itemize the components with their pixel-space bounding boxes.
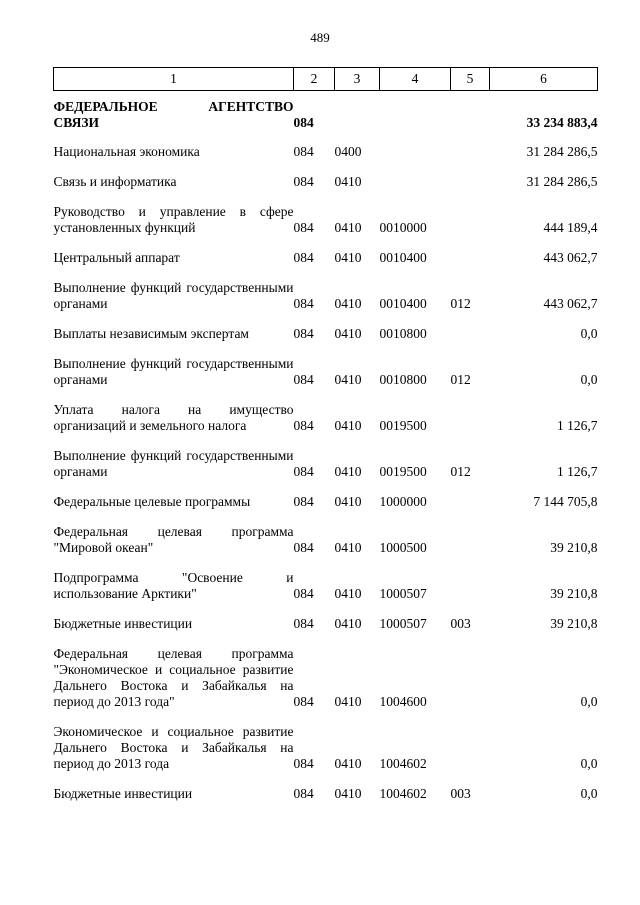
row-name: Национальная экономика [53,144,200,159]
table-row [54,312,598,342]
row-amount: 0,0 [580,326,598,341]
row-amount: 0,0 [580,756,598,771]
row-code-5 [451,91,490,132]
row-code-3 [335,91,380,132]
row-code-4: 0010400 [379,296,427,311]
row-code-2: 084 [293,372,314,387]
row-code-3: 0410 [334,586,362,601]
row-code-2: 084 [293,326,314,341]
row-code-4 [380,91,451,132]
row-name: ФЕДЕРАЛЬНОЕ АГЕНТСТВО СВЯЗИ [53,99,294,130]
table-row [54,556,598,602]
row-code-5 [451,480,490,510]
row-code-2: 084 [293,540,314,555]
row-amount: 0,0 [580,372,598,387]
row-name: Выполнение функций государственными органами [53,448,294,479]
budget-table [53,67,598,802]
row-code-5: 012 [450,464,471,479]
row-code-4: 1000000 [379,494,427,509]
row-name: Бюджетные инвестиции [53,616,193,631]
row-name: Бюджетные инвестиции [53,786,193,801]
row-code-5 [451,388,490,434]
row-code-3: 0410 [334,694,362,709]
table-header-row [54,68,598,91]
row-code-5: 012 [450,372,471,387]
row-code-5 [451,556,490,602]
table-row [54,266,598,312]
row-name: Федеральная целевая программа "Экономическое и социальное развитие Дальнего Востока и Забайкалья на период до 2013 года" [53,646,294,709]
row-name: Выплаты независимым экспертам [53,326,249,341]
row-code-4: 0010400 [379,250,427,265]
row-code-4 [380,160,451,190]
row-code-3: 0410 [334,786,362,801]
row-code-5 [451,236,490,266]
row-code-2: 084 [293,174,314,189]
table-row [54,190,598,236]
row-amount: 39 210,8 [550,540,598,555]
row-amount: 444 189,4 [543,220,598,235]
row-code-3: 0410 [334,756,362,771]
row-code-2: 084 [293,250,314,265]
row-code-4: 0019500 [379,418,427,433]
table-row [54,710,598,772]
row-name: Подпрограмма "Освоение и использование Арктики" [53,570,294,601]
row-code-5 [451,312,490,342]
row-code-2: 084 [293,144,314,159]
row-code-5 [451,190,490,236]
row-code-4: 1000507 [379,616,427,631]
row-amount: 39 210,8 [550,616,598,631]
row-code-4: 0019500 [379,464,427,479]
row-amount: 31 284 286,5 [526,174,598,189]
column-header: 5 [451,68,490,91]
table-row [54,236,598,266]
row-code-3: 0410 [334,220,362,235]
row-amount: 7 144 705,8 [533,494,598,509]
row-code-3: 0410 [334,326,362,341]
row-amount: 0,0 [580,786,598,801]
table-row [54,510,598,556]
row-code-5 [451,160,490,190]
row-code-4: 0010000 [379,220,427,235]
column-header: 1 [54,68,294,91]
row-code-5 [451,510,490,556]
row-code-2: 084 [293,616,314,631]
row-code-2: 084 [293,418,314,433]
row-code-2: 084 [293,115,314,130]
row-code-5: 012 [450,296,471,311]
row-code-2: 084 [293,296,314,311]
row-name: Руководство и управление в сфере установленных функций [53,204,294,235]
row-code-2: 084 [293,756,314,771]
row-amount: 39 210,8 [550,586,598,601]
row-amount: 0,0 [580,694,598,709]
row-code-4: 1004600 [379,694,427,709]
row-code-4: 1000507 [379,586,427,601]
table-row [54,480,598,510]
row-code-2: 084 [293,494,314,509]
row-name: Связь и информатика [53,174,177,189]
row-name: Выполнение функций государственными органами [53,280,294,311]
row-amount: 33 234 883,4 [526,115,598,130]
column-header: 6 [490,68,598,91]
table-row [54,342,598,388]
row-code-4: 0010800 [379,372,427,387]
row-code-5 [451,710,490,772]
table-row [54,632,598,710]
row-code-3: 0410 [334,494,362,509]
row-amount: 443 062,7 [543,250,598,265]
row-code-3: 0410 [334,250,362,265]
row-code-5 [451,131,490,160]
row-amount: 443 062,7 [543,296,598,311]
row-code-3: 0410 [334,464,362,479]
row-name: Федеральные целевые программы [53,494,251,509]
row-code-3: 0410 [334,296,362,311]
column-header: 2 [294,68,335,91]
table-row [54,434,598,480]
table-row [54,131,598,160]
row-code-2: 084 [293,786,314,801]
row-name: Центральный аппарат [53,250,180,265]
row-code-2: 084 [293,694,314,709]
row-code-2: 084 [293,220,314,235]
row-amount: 1 126,7 [557,464,598,479]
table-row [54,772,598,802]
table-row [54,602,598,632]
row-code-2: 084 [293,464,314,479]
row-code-4: 1000500 [379,540,427,555]
row-name: Федеральная целевая программа "Мировой океан" [53,524,294,555]
row-name: Экономическое и социальное развитие Дальнего Востока и Забайкалья на период до 2013 года [53,724,294,771]
row-code-3: 0410 [334,540,362,555]
column-header: 3 [335,68,380,91]
table-row [54,388,598,434]
row-code-3: 0410 [334,174,362,189]
row-amount: 1 126,7 [557,418,598,433]
row-code-3: 0410 [334,418,362,433]
row-code-4: 1004602 [379,756,427,771]
table-row [54,91,598,132]
row-name: Выполнение функций государственными органами [53,356,294,387]
column-header: 4 [380,68,451,91]
row-code-4: 1004602 [379,786,427,801]
row-code-5: 003 [450,786,471,801]
row-name: Уплата налога на имущество организаций и земельного налога [53,402,294,433]
row-amount: 31 284 286,5 [526,144,598,159]
row-code-5 [451,632,490,710]
row-code-4 [380,131,451,160]
row-code-2: 084 [293,586,314,601]
page-number: 489 [310,30,330,45]
row-code-4: 0010800 [379,326,427,341]
row-code-3: 0410 [334,372,362,387]
row-code-3: 0410 [334,616,362,631]
row-code-3: 0400 [334,144,362,159]
table-row [54,160,598,190]
row-code-5: 003 [450,616,471,631]
